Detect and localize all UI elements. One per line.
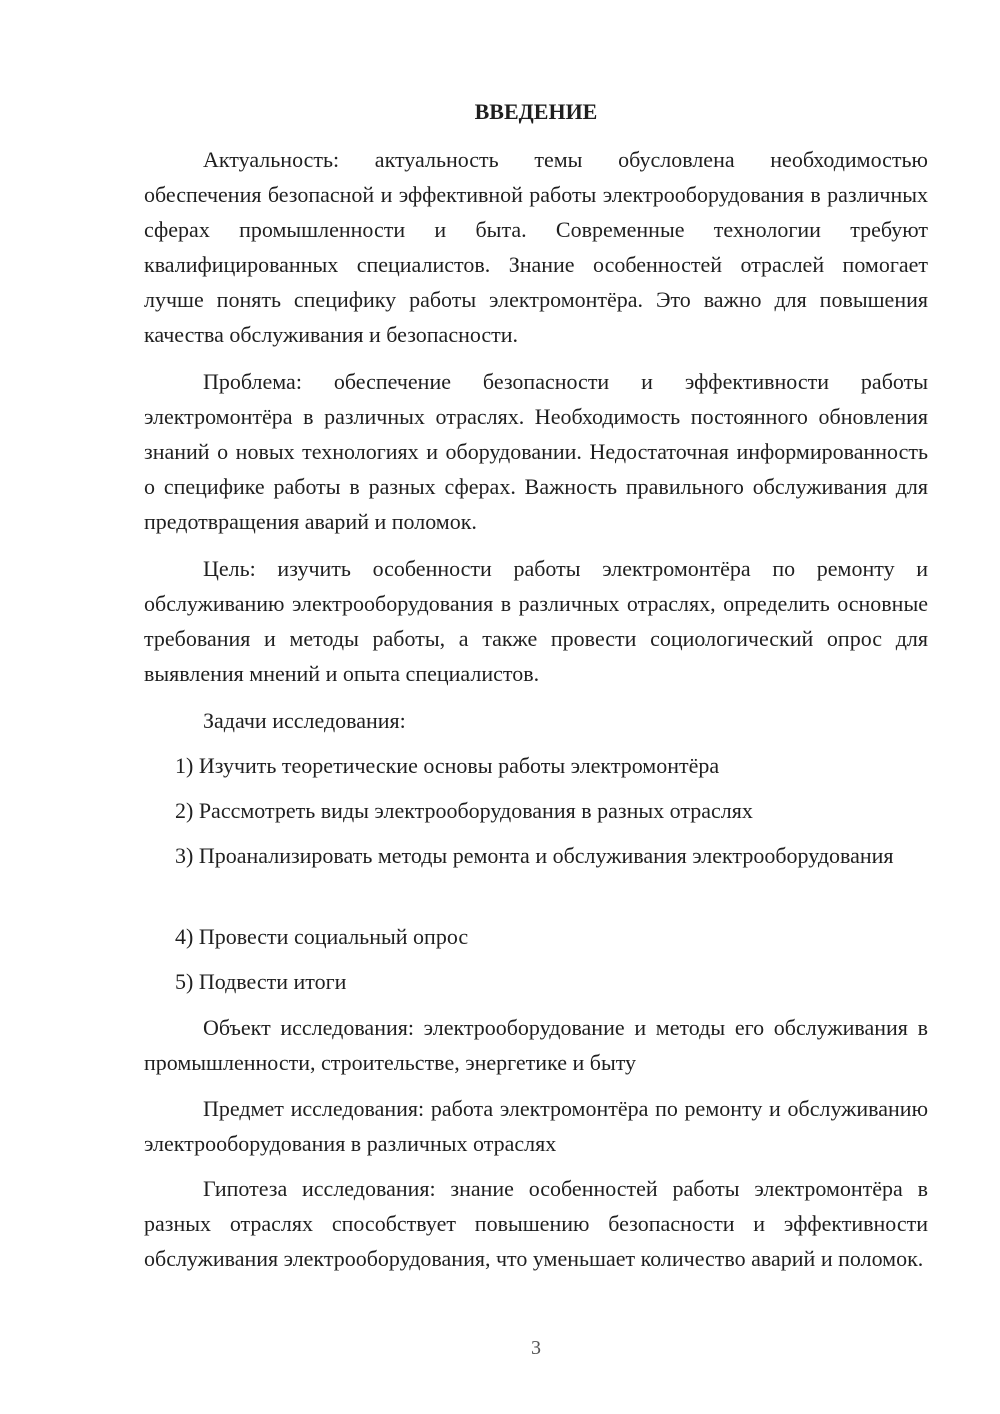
page-title: ВВЕДЕНИЕ xyxy=(474,99,598,124)
task-item-5: 5) Подвести итоги xyxy=(175,969,347,994)
page-number: 3 xyxy=(531,1337,541,1359)
task-item-1: 1) Изучить теоретические основы работы электромонтёра xyxy=(175,753,720,778)
object-paragraph: Объект исследования: электрооборудование и методы его обслуживания в промышленности, строительстве, энергетике и быту xyxy=(144,1015,928,1075)
task-item-2: 2) Рассмотреть виды электрооборудования в разных отраслях xyxy=(175,798,753,823)
subject-paragraph: Предмет исследования: работа электромонтёра по ремонту и обслуживанию электрооборудования в различных отраслях xyxy=(144,1096,928,1156)
goal-paragraph: Цель: изучить особенности работы электромонтёра по ремонту и обслуживанию электрооборудования в различных отраслях, определить основные требования и методы работы, а также провести социологический опрос для выявления мнений и опыта специалистов. xyxy=(144,556,928,686)
task-item-4: 4) Провести социальный опрос xyxy=(175,924,469,949)
tasks-heading: Задачи исследования: xyxy=(203,708,406,733)
problem-paragraph: Проблема: обеспечение безопасности и эффективности работы электромонтёра в различных отраслях. Необходимость постоянного обновления знаний о новых технологиях и оборудовании. Недостаточная информированность о специфике работы в разных сферах. Важность правильного обслуживания для предотвращения аварий и поломок. xyxy=(144,369,928,534)
relevance-paragraph: Актуальность: актуальность темы обусловлена необходимостью обеспечения безопасной и эффективной работы электрооборудования в различных сферах промышленности и быта. Современные технологии требуют квалифицированных специалистов. Знание особенностей отраслей помогает лучше понять специфику работы электромонтёра. Это важно для повышения качества обслуживания и безопасности. xyxy=(144,147,928,347)
task-item-3: 3) Проанализировать методы ремонта и обслуживания электрооборудования xyxy=(175,843,894,868)
hypothesis-paragraph: Гипотеза исследования: знание особенностей работы электромонтёра в разных отраслях способствует повышению безопасности и эффективности обслуживания электрооборудования, что уменьшает количество аварий и поломок. xyxy=(144,1176,928,1271)
